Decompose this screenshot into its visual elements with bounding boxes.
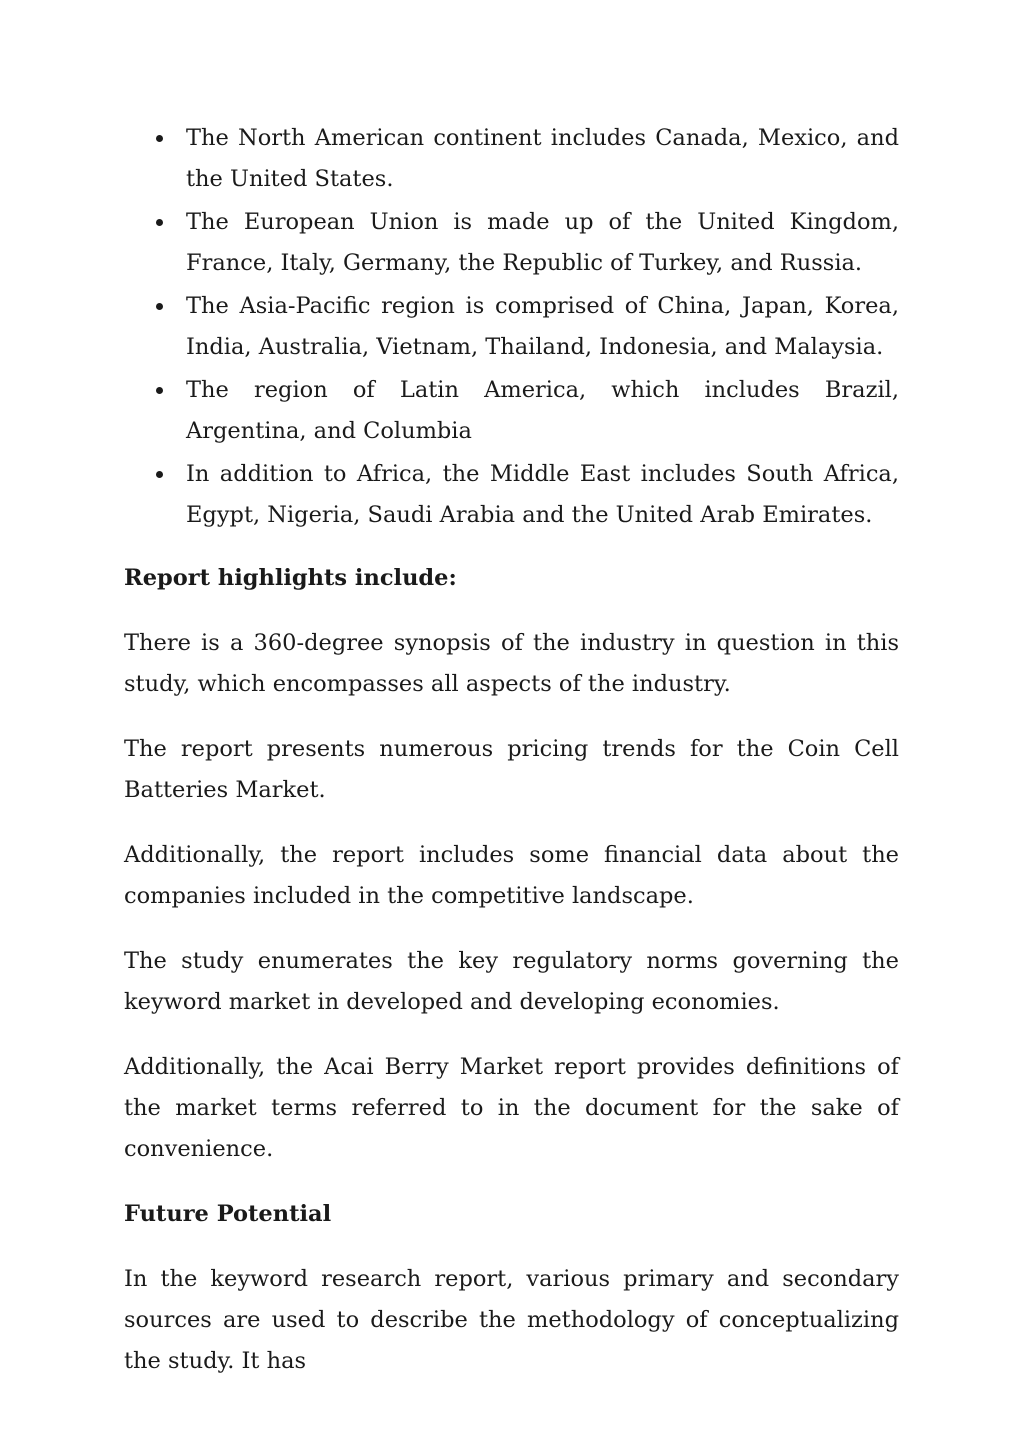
bullet-dot-icon — [156, 219, 163, 226]
bullet-dot-icon — [156, 387, 163, 394]
bullet-text: The Asia-Pacific region is comprised of China, Japan, Korea, India, Australia, Vietnam, Thailand, Indonesia, and Malaysia. — [186, 293, 899, 360]
bullet-item — [124, 202, 899, 284]
highlight-paragraph: The report presents numerous pricing trends for the Coin Cell Batteries Market. — [124, 736, 899, 803]
bullet-text: In addition to Africa, the Middle East includes South Africa, Egypt, Nigeria, Saudi Arabia and the United Arab Emirates. — [186, 461, 899, 528]
bullet-dot-icon — [156, 471, 163, 478]
bullet-item — [124, 286, 899, 368]
highlight-paragraph: There is a 360-degree synopsis of the industry in question in this study, which encompasses all aspects of the industry. — [124, 630, 899, 697]
bullet-item — [124, 454, 899, 536]
bullet-text: The North American continent includes Canada, Mexico, and the United States. — [186, 125, 899, 192]
bullet-item — [124, 370, 899, 452]
bullet-dot-icon — [156, 303, 163, 310]
highlight-paragraph: The study enumerates the key regulatory norms governing the keyword market in developed and developing economies. — [124, 948, 899, 1015]
highlights-heading: Report highlights include: — [124, 565, 457, 591]
document-page — [124, 118, 899, 1382]
future-paragraph: In the keyword research report, various primary and secondary sources are used to describe the methodology of conceptualizing the study. It has — [124, 1266, 899, 1374]
bullet-dot-icon — [156, 135, 163, 142]
highlight-paragraph: Additionally, the report includes some financial data about the companies included in the competitive landscape. — [124, 842, 899, 909]
future-heading: Future Potential — [124, 1201, 332, 1227]
bullet-item — [124, 118, 899, 200]
highlight-paragraph: Additionally, the Acai Berry Market report provides definitions of the market terms referred to in the document for the sake of convenience. — [124, 1054, 899, 1162]
bullet-text: The region of Latin America, which includes Brazil, Argentina, and Columbia — [186, 377, 899, 444]
region-bullet-list — [124, 118, 899, 536]
bullet-text: The European Union is made up of the United Kingdom, France, Italy, Germany, the Republic of Turkey, and Russia. — [186, 209, 899, 276]
